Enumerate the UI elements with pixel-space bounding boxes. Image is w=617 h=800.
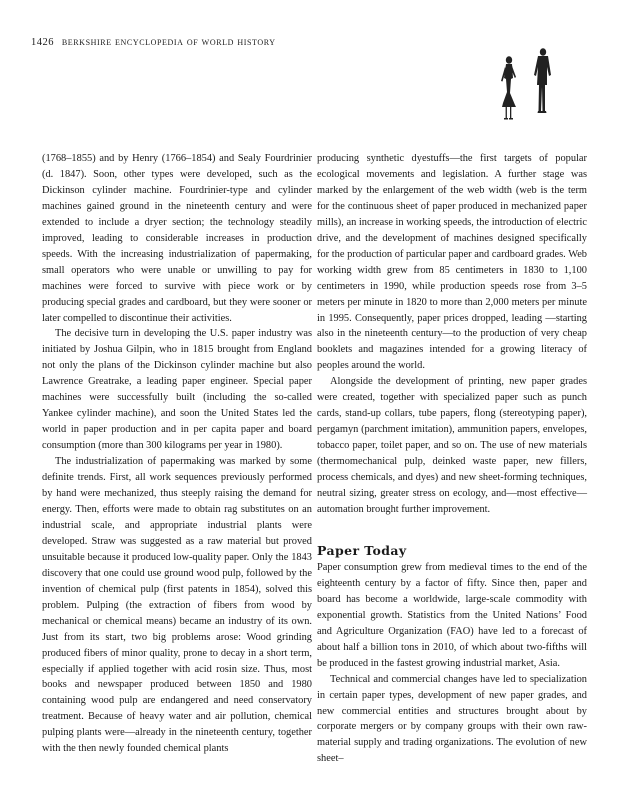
running-title: berkshire encyclopedia of world history: [61, 36, 276, 48]
running-head: [31, 36, 276, 48]
page-number: 1426: [31, 37, 54, 48]
body-paragraph: The decisive turn in developing the U.S. paper industry was initiated by Joshua Gilpin, who in 1815 brought from England not only the plans of the Dickinson cylinder machine but also Lawrence Greatrake, a leading paper engineer. Special paper machines were successfully built (including the so-called Yankee cylinder machine), and soon the United States led the world in paper production and in per capita paper and board consumption (more than 300 kilograms per year in 1980).: [42, 328, 312, 452]
woman-figure-icon: [501, 56, 516, 119]
body-paragraph: Alongside the development of printing, new paper grades were created, together with specialized paper such as punch cards, stand-up collars, tube papers, flong (stereotyping paper), pergamyn (parchment imitation), ammunition papers, envelopes, tobacco paper, toilet paper, and so on. The use of new materials (thermomechanical pulp, deinked waste paper, new fillers, process chemicals, and dyes) and new sheet-forming techniques, neutral sizing, greater stress on ecology, and—most effective—automation brought further improvement.: [317, 376, 587, 515]
fashion-figures-illustration: [485, 45, 565, 125]
body-paragraph: (1768–1855) and by Henry (1766–1854) and Sealy Fourdrinier (d. 1847). Soon, other types were developed, such as the Dickinson cylinder machine. Fourdrinier-type and cylinder machines gained ground in the nineteenth century and were extended to include a dryer section; the technology steadily improved, leading to considerable increases in production speeds. With the increasing industrialization of papermaking, small operators who were unable or unwilling to pay for machines were forced to survive with piece work or by producing special grades and cardboard, but they were sooner or later compelled to discontinue their activities.: [42, 153, 312, 324]
body-paragraph: producing synthetic dyestuffs—the first targets of popular ecological movements and legislation. A further stage was marked by the enlargement of the web width (web is the term for the continuous sheet of paper produced in mechanized paper mills), an increase in working speeds, the introduction of electric drive, and the development of machines designed specifically for the production of particular paper and cardboard grades. Web working width grew from 85 centimeters in 1830 to 1,100 centimeters in 1990, while production speeds rose from 3–5 meters per minute in 1820 to more than 2,000 meters per minute in 1995. Consequently, paper prices dropped, leading —starting also in the nineteenth century—to the production of very cheap booklets and magazines intended for a growing literacy of peoples around the world.: [317, 153, 587, 372]
right-column: [317, 151, 587, 767]
body-paragraph: Technical and commercial changes have led to specialization in certain paper types, development of new paper grades, and new commercial entities and structures brought about by corporate mergers or by company groups with their own raw-material supply and trading organizations. The evolution of new sheet–: [317, 673, 587, 765]
left-column: [42, 151, 312, 757]
section-heading: Paper Today: [317, 542, 407, 558]
man-figure-icon: [534, 48, 551, 113]
body-paragraph: Paper consumption grew from medieval times to the end of the eighteenth century by a factor of fifty. Since then, paper and board has become a worldwide, large-scale commodity with exponential growth. Statistics from the United Nations’ Food and Agriculture Organization (FAO) have led to a forecast of about half a billion tons in 2010, of which about two-fifths will be produced in the fastest growing industrial market, Asia.: [317, 561, 587, 669]
body-paragraph: The industrialization of papermaking was marked by some definite trends. First, all work sequences previously performed by hand were mechanized, thus steeply raising the demand for energy. Then, efforts were made to obtain rag substitutes on an industrial scale, and appropriate industrial plants were developed. Straw was suggested as a raw material but proved unsuitable because it produced low-quality paper. Only the 1843 discovery that one could use ground wood pulp, followed by the invention of chemical pulp (first patents in 1854), solved this problem. Pulping (the extraction of fibers from wood by mechanical or chemical means) became an industry of its own. Just from its start, two big problems arose: Wood grinding produced fibers of minor quality, prone to decay in a short term, especially if applied together with acid rosin size. Thus, most books and newspaper produced between 1850 and 1980 containing wood pulp are endangered and need conservatory treatment. Because of heavy water and air pollution, chemical pulping plants were—already in the nineteenth century, together with the then newly founded chemical plants: [42, 456, 312, 755]
